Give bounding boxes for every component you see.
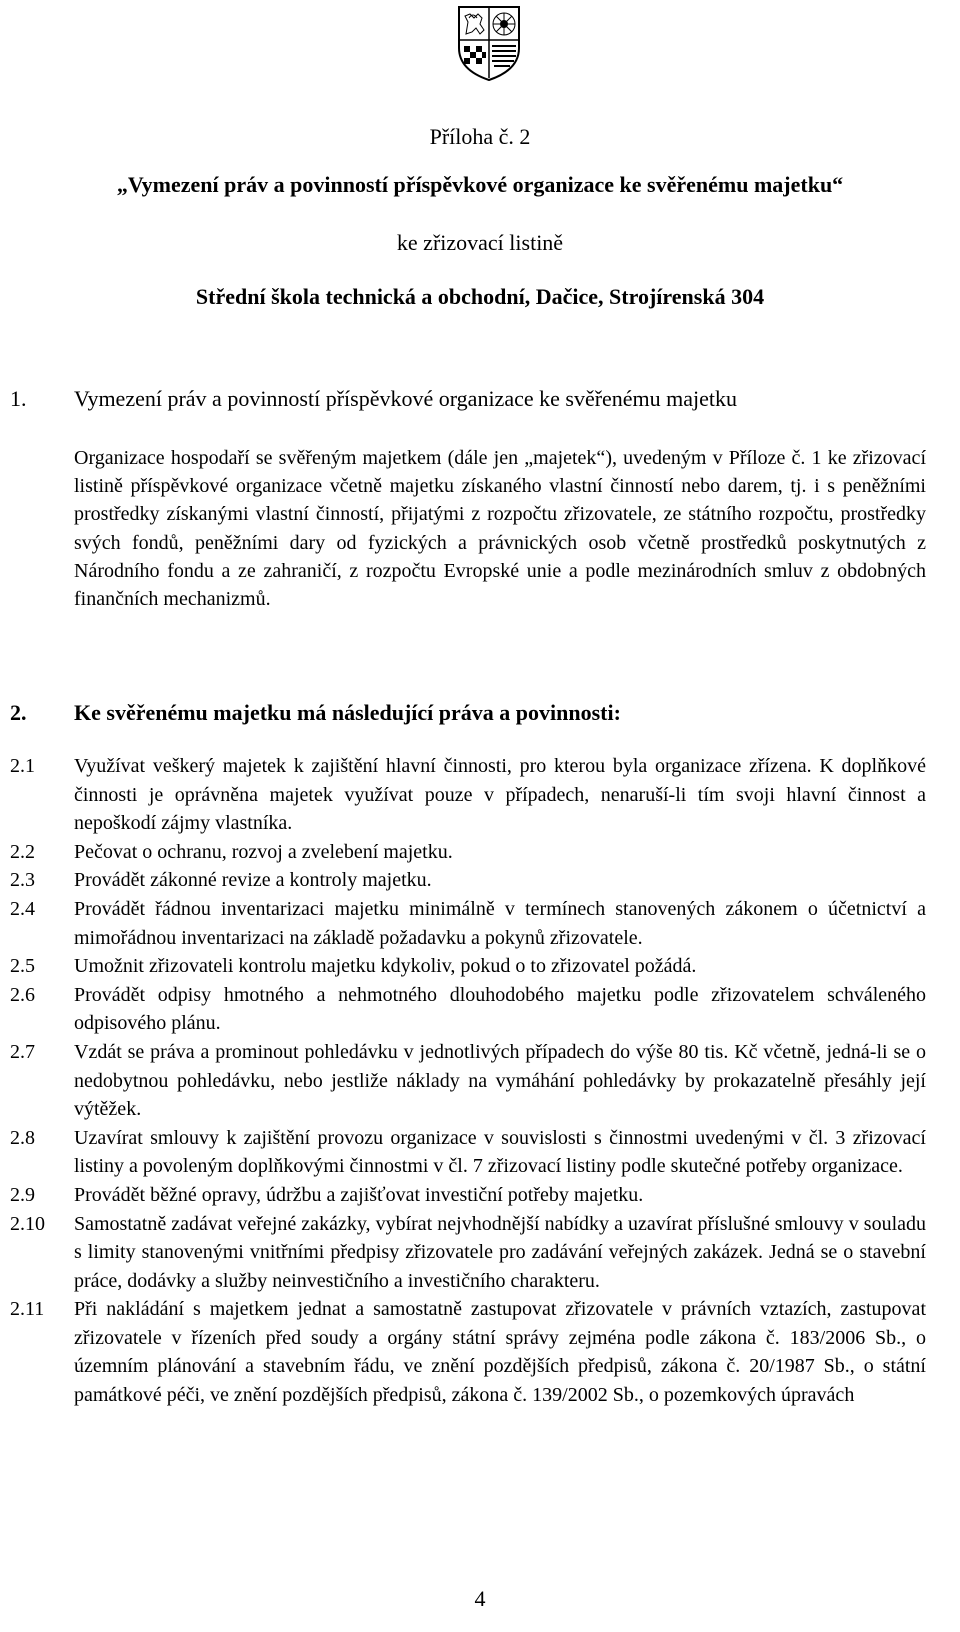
item-text: Provádět zákonné revize a kontroly majetku.: [74, 869, 432, 892]
item-text: Pečovat o ochranu, rozvoj a zvelebení majetku.: [74, 840, 453, 863]
item-number: 2.8: [10, 1126, 35, 1149]
school-name: Střední škola technická a obchodní, Dačice, Strojírenská 304: [195, 284, 765, 309]
item-number: 2.9: [10, 1183, 35, 1206]
coat-of-arms-icon: [456, 4, 522, 82]
item-number: 2.6: [10, 983, 35, 1006]
item-number: 2.4: [10, 897, 35, 920]
document-subtitle: ke zřizovací listině: [396, 230, 564, 255]
item-text: Využívat veškerý majetek k zajištění hlavní činnosti, pro kterou byla organizace zřízena. K doplňkové činnosti je oprávněna majetek využívat pouze v případech, nenaruší-li tím svoji hlavní činnost a nepoškodí zájmy vlastníka.: [74, 755, 926, 835]
item-number: 2.5: [10, 955, 35, 978]
section-title: Ke svěřenému majetku má následující práva a povinnosti:: [74, 700, 621, 725]
item-text: Při nakládání s majetkem jednat a samostatně zastupovat zřizovatele v právních vztazích, zastupovat zřizovatele v řízeních před soudy a orgány státní správy zejména podle zákona č. 183/2006 Sb., o územním plánování a stavebním řádu, ve znění pozdějších předpisů, zákona č. 20/1987 Sb., o státní památkové péči, ve znění pozdějších předpisů, zákona č. 139/2002 Sb., o pozemkových úpravách: [74, 1298, 926, 1407]
list-item: [10, 895, 926, 952]
section-number: 1.: [10, 386, 27, 411]
list-item: [10, 1295, 926, 1409]
item-number: 2.11: [10, 1298, 45, 1321]
item-text: Vzdát se práva a prominout pohledávku v jednotlivých případech do výše 80 tis. Kč včetně, jedná-li se o nedobytnou pohledávku, nebo jestliže náklady na vymáhání pohledávky by prokazatelně přesáhly její výtěžek.: [74, 1040, 926, 1121]
annex-label: Příloha č. 2: [429, 124, 531, 149]
item-number: 2.10: [10, 1212, 45, 1235]
list-item: [10, 1038, 926, 1124]
document-title: „Vymezení práv a povinností příspěvkové organizace ke svěřenému majetku“: [116, 172, 844, 197]
item-number: 2.2: [10, 840, 35, 863]
page-number: 4: [474, 1586, 486, 1611]
list-item: [10, 752, 926, 838]
item-text: Umožnit zřizovateli kontrolu majetku kdykoliv, pokud o to zřizovatel požádá.: [74, 955, 697, 978]
list-item: [10, 838, 926, 867]
list-item: [10, 1210, 926, 1296]
section-number: 2.: [10, 700, 27, 725]
list-item: [10, 1181, 926, 1210]
list-item: [10, 981, 926, 1038]
list-item: [10, 866, 926, 895]
item-text: Provádět běžné opravy, údržbu a zajišťovat investiční potřeby majetku.: [74, 1183, 644, 1206]
item-text: Samostatně zadávat veřejné zakázky, vybírat nejvhodnější nabídky a uzavírat příslušné smlouvy v souladu s limity stanovenými vnitřními předpisy zřizovatele pro zadávání veřejných zakázek. Jedná se o stavební práce, dodávky a služby neinvestičního a investičního charakteru.: [74, 1212, 926, 1292]
item-number: 2.1: [10, 755, 35, 777]
section-title: Vymezení práv a povinností příspěvkové organizace ke svěřenému majetku: [74, 386, 738, 411]
section-1-paragraph: Organizace hospodaří se svěřeným majetkem (dále jen „majetek“), uvedeným v Příloze č. 1 ke zřizovací listině příspěvkové organizace včetně majetku získaného vlastní činností nebo darem, tj. i s peněžními prostředky získanými vlastní činností, přijatými z rozpočtu zřizovatele, ze státního rozpočtu, prostředky svých fondů, peněžními dary od fyzických a právnických osob včetně prostředků poskytnutých z Národního fondu a ze zahraničí, z rozpočtu Evropské unie a podle mezinárodních smluv z obdobných finančních mechanizmů.: [74, 447, 926, 611]
item-text: Uzavírat smlouvy k zajištění provozu organizace v souvislosti s činnostmi uvedenými v čl. 3 zřizovací listiny a povoleným doplňkovými činnostmi v čl. 7 zřizovací listiny podle skutečné potřeby organizace.: [74, 1126, 926, 1178]
item-text: Provádět odpisy hmotného a nehmotného dlouhodobého majetku podle zřizovatelem schváleného odpisového plánu.: [74, 983, 926, 1035]
item-number: 2.7: [10, 1040, 35, 1063]
list-item: [10, 1124, 926, 1181]
item-number: 2.3: [10, 869, 35, 892]
list-item: [10, 952, 926, 981]
item-text: Provádět řádnou inventarizaci majetku minimálně v termínech stanovených zákonem o účetnictví a mimořádnou inventarizaci na základě požadavku a pokynů zřizovatele.: [74, 897, 926, 949]
obligations-list: [10, 752, 926, 1410]
